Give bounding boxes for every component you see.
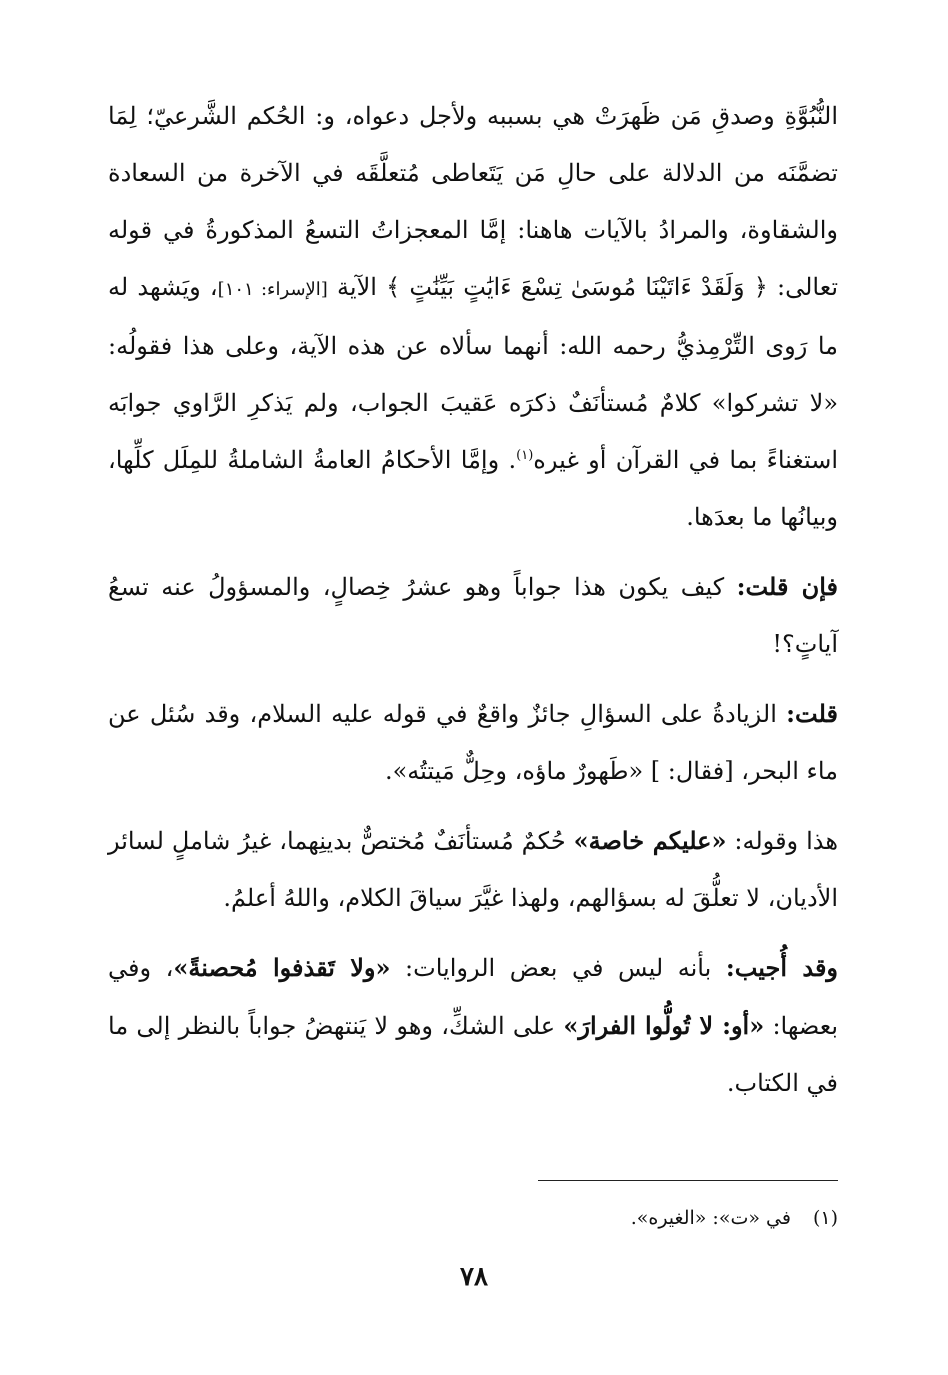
paragraph-4-text-b: حُكمٌ مُستأنَفٌ مُختصٌّ بدينِهما، غيرُ شاملٍ لسائر الأديان، لا تعلُّقَ له بسؤالهم، ولهذا غيَّرَ سياقَ الكلام، واللهُ أعلمُ. — [108, 827, 838, 912]
paragraph-5-bold-b: «أو: لا تُولُّوا الفرارَ» — [563, 1011, 765, 1040]
paragraph-5-text-b: ، وفي بعضها: — [108, 954, 839, 1040]
paragraph-5-lead: وقد أُجيب: — [725, 953, 838, 982]
footnote-divider — [538, 1180, 838, 1181]
paragraph-4-bold: «عليكم خاصة» — [573, 826, 727, 855]
paragraph-4 — [108, 812, 838, 927]
paragraph-5 — [108, 939, 838, 1112]
paragraph-4-text-a: هذا وقوله: — [726, 827, 839, 855]
paragraph-5-text-c: على الشكِّ، وهو لا يَنتهضُ جواباً بالنظر إلى ما في الكتاب. — [108, 1012, 838, 1097]
paragraph-1-text-a: النُّبُوَّةِ وصدقِ مَن ظَهرَتْ هي بسببه ولأجل دعواه، و: الحُكم الشَّرعيّ؛ لِمَا تضمَّنَه من الدلالة على حالِ مَن يَتَعاطى مُتعلَّقَه في الآخرة من السعادة والشقاوة، والمرادُ بالآيات هاهنا: إمَّا المعجزاتُ التسعُ المذكورةُ في قوله تعالى: — [108, 102, 838, 301]
footnote-text: في «ت»: «الغيره». — [630, 1207, 791, 1229]
paragraph-5-text-a: بأنه ليس في بعض الروايات: — [390, 954, 726, 982]
paragraph-1-text-c: ، ويَشهد له ما رَوى التِّرْمِذيُّ رحمه الله: أنهما سألاه عن هذه الآية، وعلى هذا فقولُه: «لا تشركوا» كلامٌ مُستأنَفٌ ذكرَه عَقيبَ الجواب، ولم يَذكرِ الرَّاوي جوابَه استغناءً بما في القرآن أو غيره — [108, 273, 839, 474]
paragraph-2-text: كيف يكون هذا جواباً وهو عشرُ خِصالٍ، والمسؤولُ عنه تسعُ آياتٍ؟! — [108, 573, 838, 658]
paragraph-5-bold-a: «ولا تَقذفوا مُحصنةً» — [173, 953, 391, 982]
paragraph-1-text-b: الآية — [327, 273, 387, 301]
paragraph-1-text-d: . وإمَّا الأحكامُ العامةُ الشاملةُ للمِلَل كلِّها، وبيانُها ما بعدَها. — [108, 446, 838, 531]
page-body — [108, 88, 838, 1112]
paragraph-2-lead: فإن قلت: — [736, 572, 838, 601]
footnote — [108, 1203, 838, 1233]
footnote-number: (١) — [812, 1207, 838, 1229]
page-number: ٧٨ — [460, 1262, 488, 1292]
paragraph-3 — [108, 685, 838, 800]
footnote-marker: (١) — [516, 448, 534, 463]
paragraph-3-lead: قلت: — [786, 699, 838, 728]
verse-reference: [الإسراء: ١٠١] — [217, 279, 328, 300]
quran-verse: ﴿ وَلَقَدْ ءَاتَيْنَا مُوسَىٰ تِسْعَ ءَايَٰتٍ بَيِّنَٰتٍ ﴾ — [386, 273, 768, 301]
paragraph-1 — [108, 88, 838, 546]
paragraph-2 — [108, 558, 838, 673]
paragraph-3-text: الزيادةُ على السؤالِ جائزٌ واقعٌ في قوله عليه السلام، وقد سُئل عن ماء البحر، [فقال: ] «طَهورٌ ماؤه، وحِلٌّ مَيتتُه». — [108, 700, 838, 785]
